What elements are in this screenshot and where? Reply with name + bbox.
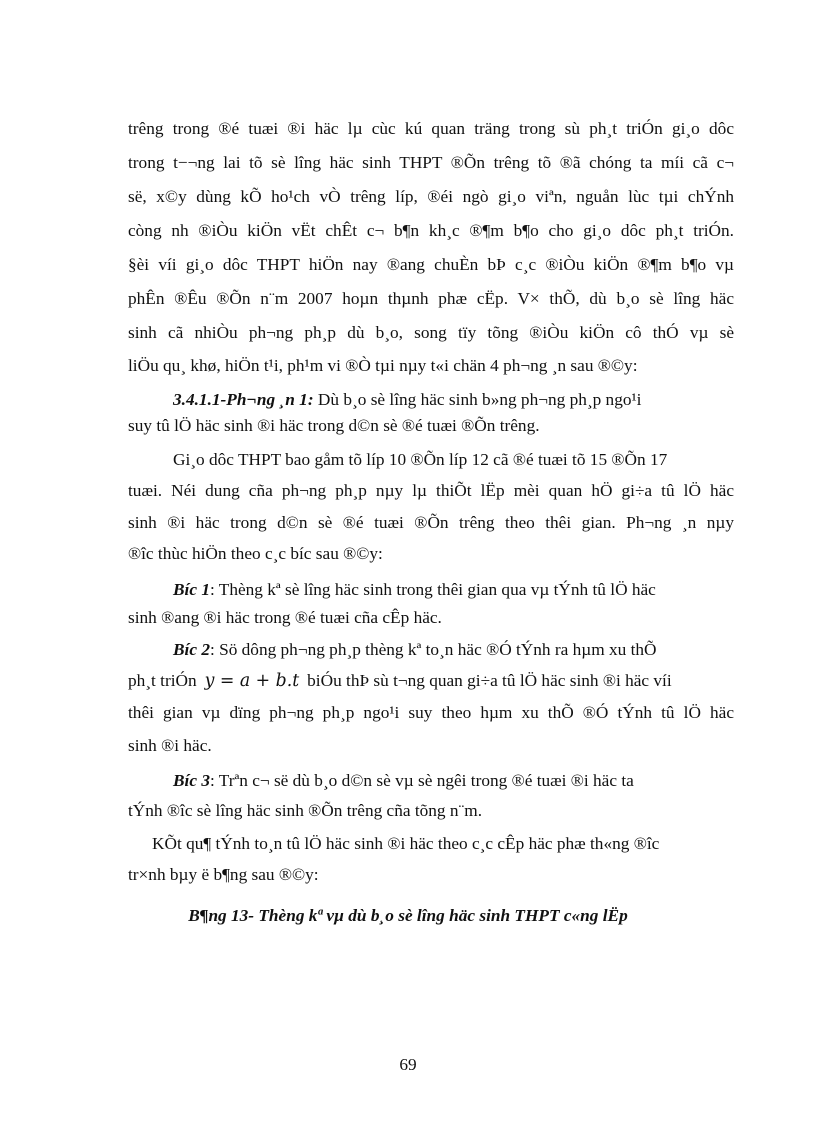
paragraph-line: Gi¸o dôc THPT bao gåm tõ líp 10 ®Õn líp 12 cã ®é tuæi tõ 15 ®Õn 17 [173,450,668,469]
paragraph-line: §èi víi gi¸o dôc THPT hiÖn nay ®ang chuÈn bÞ c¸c ®iÒu kiÖn ®¶m b¶o vµ [128,255,734,274]
paragraph-line: trong t−¬ng lai tõ sè lîng häc sinh THPT ®Õn trêng tõ ®ã chóng ta míi cã c¬ [128,153,734,172]
paragraph-line: liÖu qu¸ khø, hiÖn t¹i, ph¹m vi ®Ò tµi nµy t«i chän 4 ph¬ng ¸n sau ®©y: [128,356,638,375]
formula-post-text: biÓu thÞ sù t¬ng quan gi÷a tû lÖ häc sinh ®i häc víi [307,671,672,690]
paragraph-line: thêi gian vµ dïng ph¬ng ph¸p ngo¹i suy theo hµm xu thÕ ®Ó tÝnh tû lÖ häc [128,703,734,722]
paragraph-line: trêng trong ®é tuæi ®i häc lµ cùc kú quan träng trong sù ph¸t triÓn gi¸o dôc [128,119,734,138]
table-caption: B¶ng 13- Thèng kª vµ dù b¸o sè lîng häc sinh THPT c«ng lËp [188,906,628,925]
paragraph-line: ®îc thùc hiÖn theo c¸c bíc sau ®©y: [128,544,383,563]
page-number: 69 [399,1055,417,1074]
step-1-label: Bíc 1 [173,580,210,599]
paragraph-line: tr×nh bµy ë b¶ng sau ®©y: [128,865,319,884]
paragraph-line: KÕt qu¶ tÝnh to¸n tû lÖ häc sinh ®i häc theo c¸c cÊp häc phæ th«ng ®îc [152,834,660,853]
option-1-label: 3.4.1.1-Ph¬ng ¸n 1: [173,390,314,409]
paragraph-line: phÊn ®Êu ®Õn n¨m 2007 hoµn thµnh phæ cËp. V× thÕ, dù b¸o sè lîng häc [128,289,734,308]
step-1-text: : Thèng kª sè lîng häc sinh trong thêi gian qua vµ tÝnh tû lÖ häc [209,580,656,599]
step-3-line [173,770,734,792]
step-2-text: : Sö dông ph¬ng ph¸p thèng kª to¸n häc ®Ó tÝnh ra hµm xu thÕ [209,640,657,659]
formula-line [128,670,734,692]
paragraph-line: sinh cã nhiÒu ph¬ng ph¸p dù b¸o, song tïy tõng ®iÒu kiÖn cô thÓ vµ sè [128,323,734,342]
paragraph-line: së, x©y dùng kÕ ho¹ch vÒ trêng líp, ®éi ngò gi¸o viªn, nguån lùc tµi chÝnh [128,187,734,206]
paragraph-line: tuæi. Néi dung cña ph¬ng ph¸p nµy lµ thiÕt lËp mèi quan hÖ gi÷a tû lÖ häc [128,481,734,500]
step-3-label: Bíc 3 [173,771,210,790]
option-1-line [173,389,734,411]
step-2-line [173,639,734,661]
trend-formula: y = a + b.t [204,671,300,691]
formula-pre-text: ph¸t triÓn [128,671,197,690]
step-1-line [173,579,734,601]
paragraph-line: sinh ®i häc trong d©n sè ®é tuæi ®Õn trêng theo thêi gian. Ph¬ng ¸n nµy [128,513,734,532]
option-1-text: Dù b¸o sè lîng häc sinh b»ng ph¬ng ph¸p ngo¹i [317,390,642,409]
paragraph-line: suy tû lÖ häc sinh ®i häc trong d©n sè ®é tuæi ®Õn trêng. [128,416,540,435]
step-2-label: Bíc 2 [173,640,210,659]
step-3-text: : Trªn c¬ së dù b¸o d©n sè vµ sè ngêi trong ®é tuæi ®i häc ta [209,771,634,790]
paragraph-line: còng nh ®iÒu kiÖn vËt chÊt c¬ b¶n kh¸c ®¶m b¶o cho gi¸o dôc ph¸t triÓn. [128,221,734,240]
paragraph-line: sinh ®i häc. [128,736,212,755]
paragraph-line: tÝnh ®îc sè lîng häc sinh ®Õn trêng cña tõng n¨m. [128,801,483,820]
paragraph-line: sinh ®ang ®i häc trong ®é tuæi cña cÊp häc. [128,608,442,627]
